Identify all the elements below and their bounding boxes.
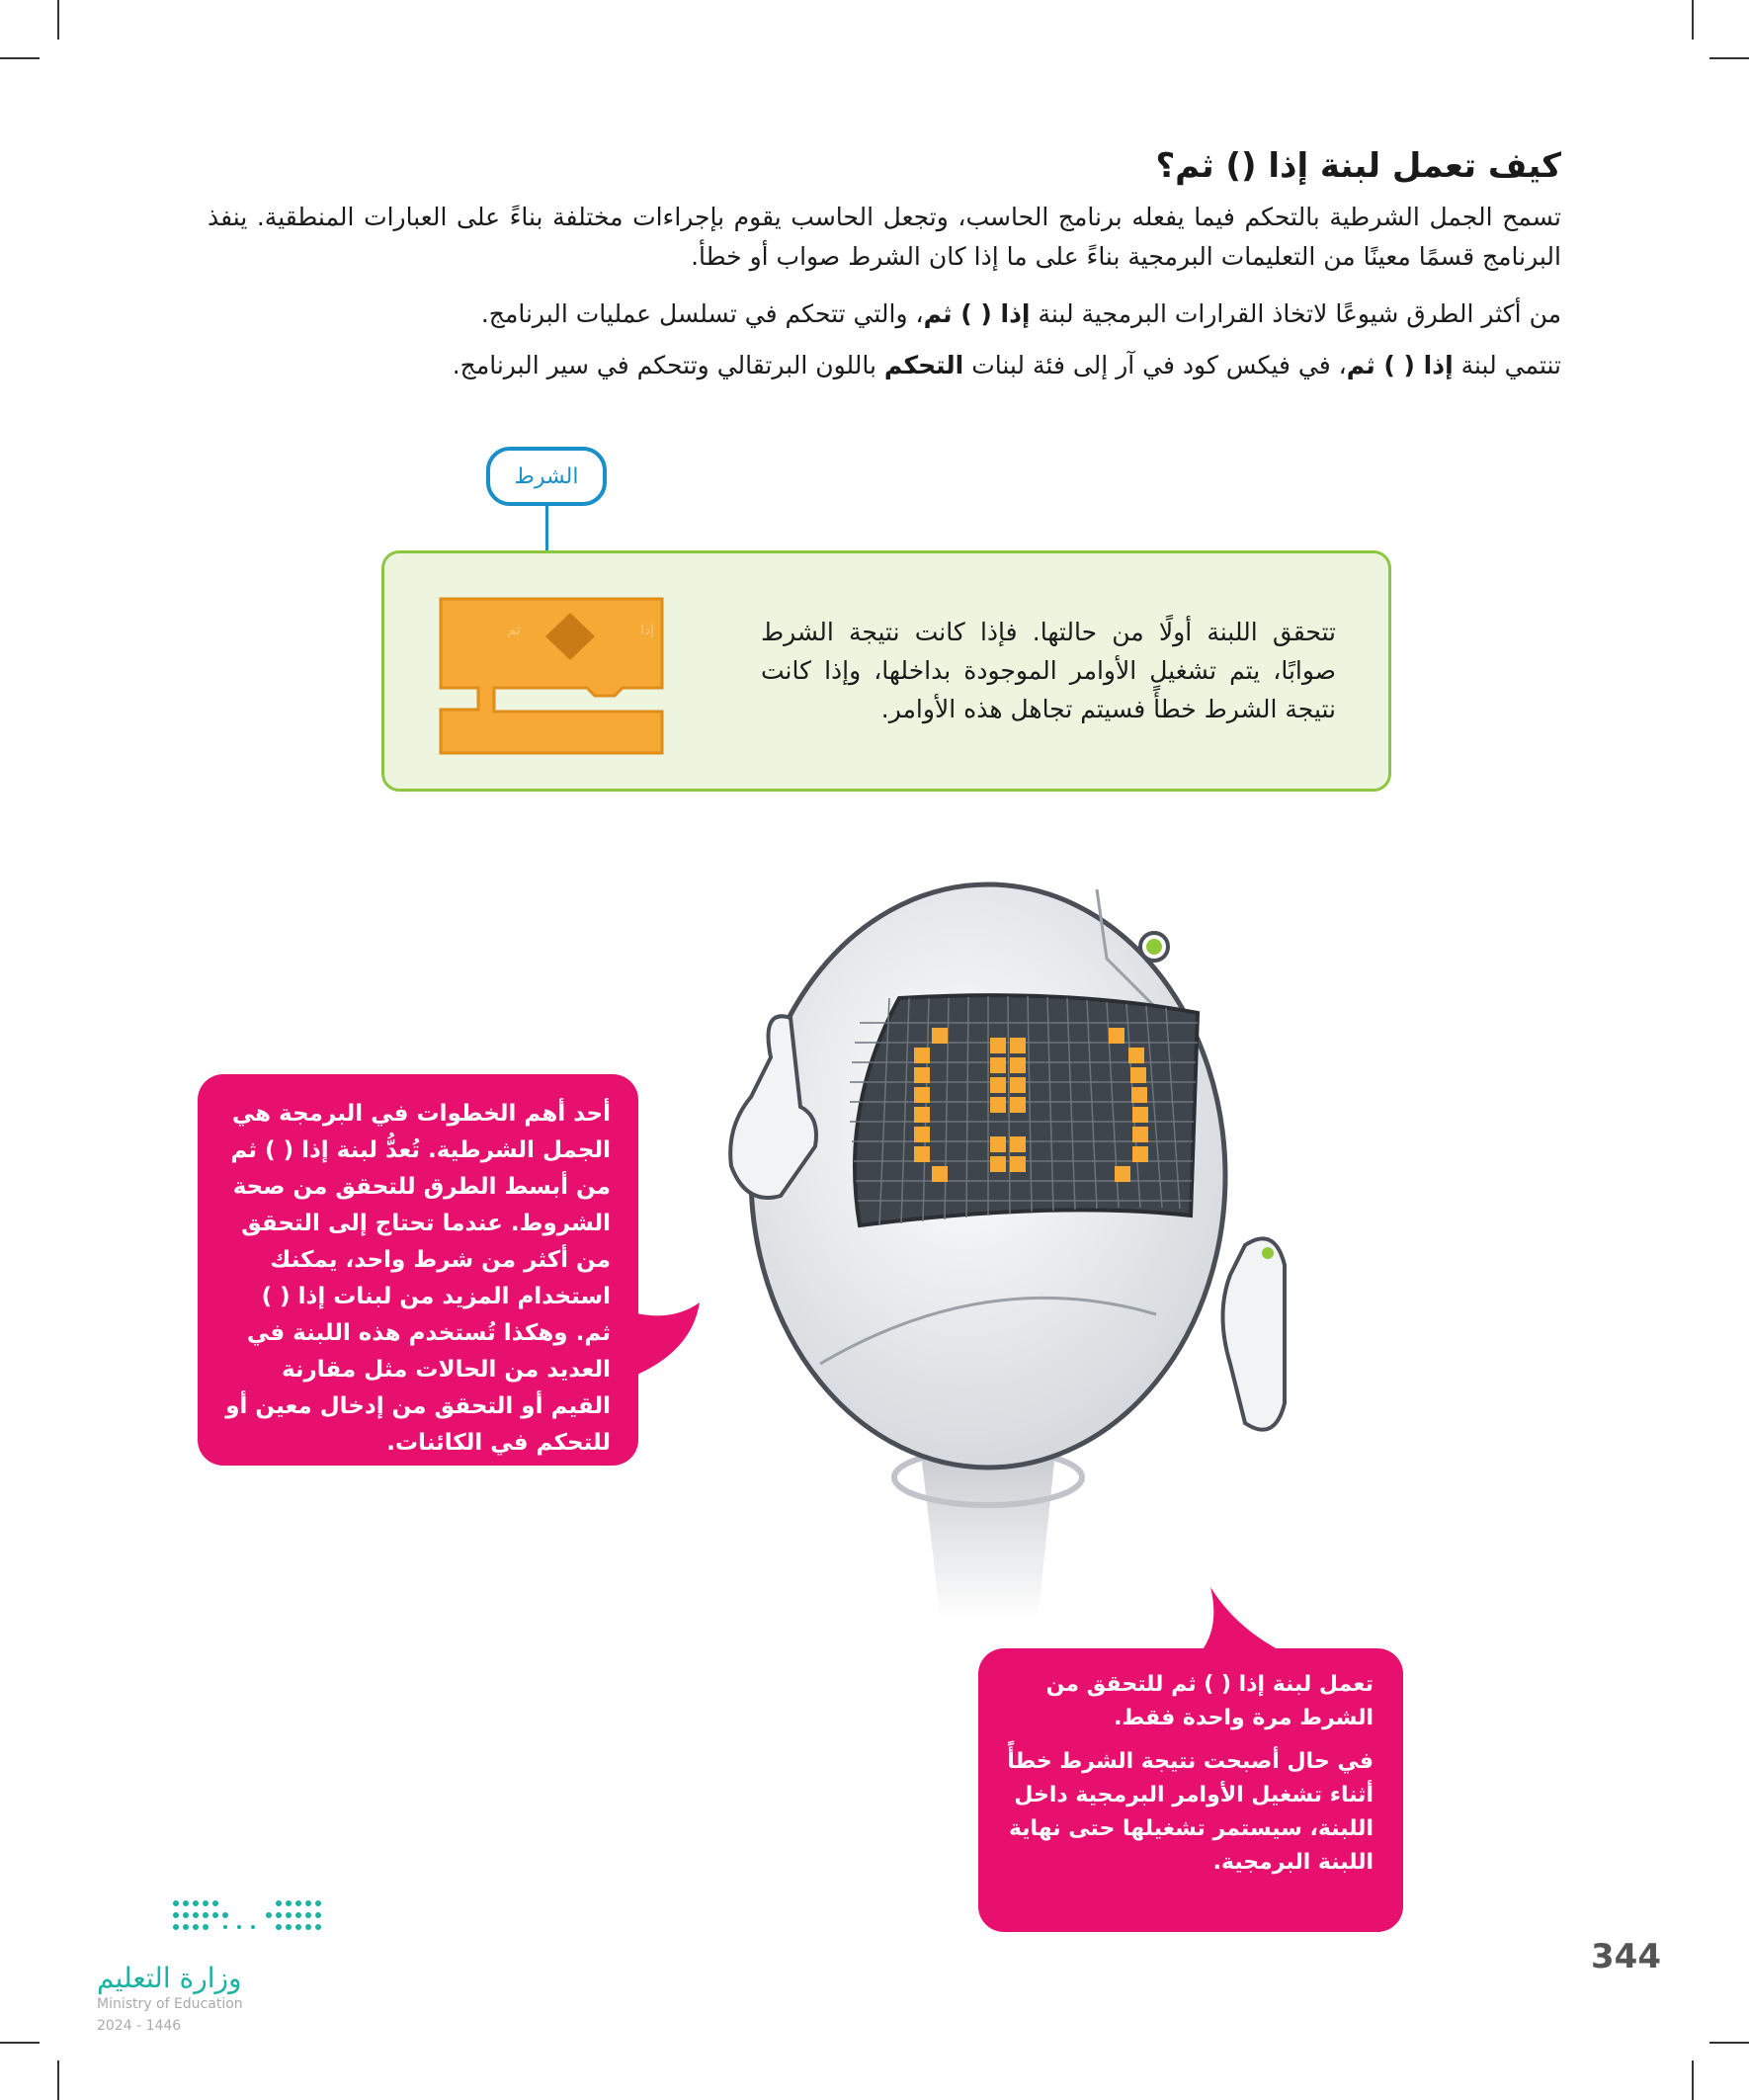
bubble-right-line-1: تعمل لبنة إذا ( ) ثم للتحقق من الشرط مرة واحدة فقط. bbox=[1045, 1672, 1374, 1730]
ministry-name-arabic: وزارة التعليم bbox=[97, 1962, 242, 1994]
bubble-tail-icon bbox=[632, 1302, 702, 1382]
bubble-tail-icon bbox=[1201, 1587, 1280, 1656]
ministry-year: 2024 - 1446 bbox=[97, 2018, 182, 2034]
crop-mark bbox=[57, 2060, 59, 2100]
robot-illustration-icon bbox=[692, 850, 1344, 1640]
ministry-logo-dots-icon bbox=[170, 1897, 328, 1941]
paragraph-3: تنتمي لبنة إذا ( ) ثم، في فيكس كود في آر إلى فئة لبنات التحكم باللون البرتقالي وتتحكم في سير البرنامج. bbox=[452, 351, 1561, 379]
page-number: 344 bbox=[1591, 1937, 1661, 1976]
section-heading: كيف تعمل لبنة إذا () ثم؟ bbox=[1155, 146, 1561, 186]
crop-mark bbox=[57, 0, 59, 40]
bubble-right-line-2: في حال أصبحت نتيجة الشرط خطأً أثناء تشغيل الأوامر البرمجية داخل اللبنة، سيستمر تشغيلها حتى نهاية اللبنة البرمجية. bbox=[1007, 1749, 1374, 1875]
paragraph-1: تسمح الجمل الشرطية بالتحكم فيما يفعله برنامج الحاسب، وتجعل الحاسب يقوم بإجراءات مختلفة بناءً على العبارات المنطقية. ينفذ البرنامج قسمًا معينًا من التعليمات البرمجية بناءً على ما إذا كان الشرط صواب أو خطأ. bbox=[208, 203, 1561, 271]
crop-mark bbox=[1709, 57, 1749, 59]
speech-bubble-right bbox=[978, 1648, 1403, 1932]
info-box-text: تتحقق اللبنة أولًا من حالتها. فإذا كانت نتيجة الشرط صوابًا، يتم تشغيل الأوامر الموجودة بداخلها، وإذا كانت نتيجة الشرط خطأً فسيتم تجاهل هذه الأوامر. bbox=[761, 618, 1336, 723]
block-if-label: إذا bbox=[639, 623, 654, 638]
condition-callout: الشرط bbox=[486, 447, 607, 506]
crop-mark bbox=[1692, 0, 1694, 40]
ministry-name-english: Ministry of Education bbox=[97, 1996, 243, 2012]
crop-mark bbox=[1709, 2042, 1749, 2044]
crop-mark bbox=[0, 57, 40, 59]
paragraph-2: من أكثر الطرق شيوعًا لاتخاذ القرارات البرمجية لبنة إذا ( ) ثم، والتي تتحكم في تسلسل عمليات البرنامج. bbox=[480, 299, 1561, 328]
if-then-block-icon bbox=[435, 593, 672, 761]
block-then-label: ثم bbox=[507, 623, 521, 638]
speech-bubble-left: أحد أهم الخطوات في البرمجة هي الجمل الشرطية. تُعدُّ لبنة إذا ( ) ثم من أبسط الطرق للتحقق من صحة الشروط. عندما تحتاج إلى التحقق من أكثر من شرط واحد، يمكنك استخدام المزيد من لبنات إذا ( ) ثم. وهكذا تُستخدم هذه اللبنة في العديد من الحالات مثل مقارنة القيم أو التحقق من إدخال معين أو للتحكم في الكائنات. bbox=[198, 1074, 638, 1466]
crop-mark bbox=[1692, 2060, 1694, 2100]
crop-mark bbox=[0, 2042, 40, 2044]
